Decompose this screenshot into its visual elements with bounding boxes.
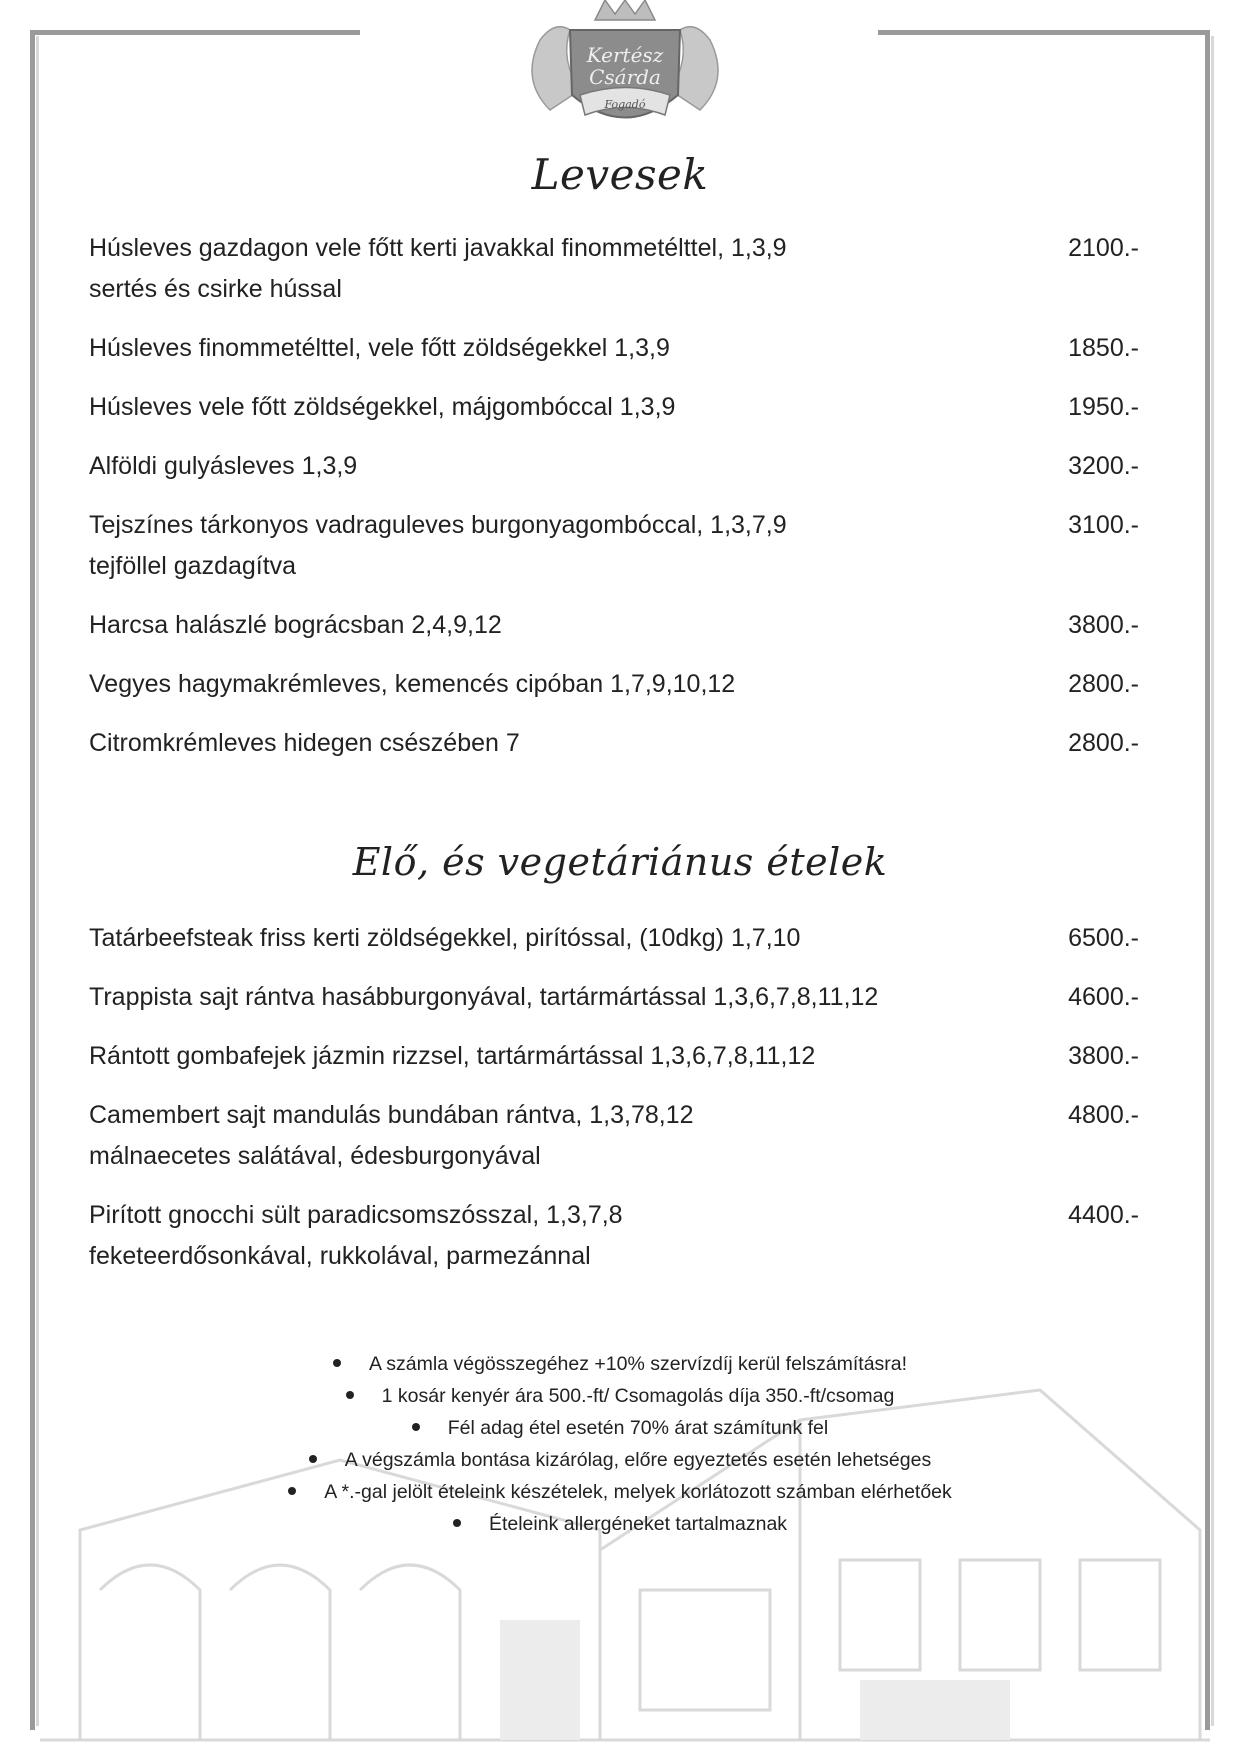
menu-item-price: 3800.- xyxy=(1068,1042,1139,1070)
note-item xyxy=(0,1380,1240,1412)
menu-item xyxy=(89,664,1139,705)
menu-item-name: Camembert sajt mandulás bundában rántva, 1,3,78,12 málnaecetes salátával, édesburgonyával xyxy=(89,1101,694,1170)
kertesz-csarda-logo xyxy=(510,0,740,150)
menu-item-price: 2100.- xyxy=(1068,234,1139,262)
notes-list xyxy=(0,1348,1240,1540)
menu-item xyxy=(89,723,1139,764)
bullet-icon xyxy=(288,1487,296,1495)
menu-item-name: Rántott gombafejek jázmin rizzsel, tartármártással 1,3,6,7,8,11,12 xyxy=(89,1042,816,1070)
note-item xyxy=(0,1444,1240,1476)
soup-menu-list xyxy=(89,228,1139,782)
note-text: A számla végösszegéhez +10% szervízdíj kerül felszámításra! xyxy=(368,1353,908,1375)
section-title-soups: Levesek xyxy=(531,150,709,199)
note-text: Fél adag étel esetén 70% árat számítunk fel xyxy=(447,1417,829,1439)
menu-item xyxy=(89,1095,1139,1177)
note-text: A végszámla bontása kizárólag, előre egyeztetés esetén lehetséges xyxy=(344,1449,932,1471)
menu-item-name: Vegyes hagymakrémleves, kemencés cipóban 1,7,9,10,12 xyxy=(89,670,736,698)
bullet-icon xyxy=(346,1391,354,1399)
section-title-starters-vegetarian: Elő, és vegetáriánus ételek xyxy=(352,840,888,884)
bullet-icon xyxy=(412,1423,420,1431)
menu-item-price: 6500.- xyxy=(1068,924,1139,952)
menu-item xyxy=(89,918,1139,959)
menu-item xyxy=(89,228,1139,310)
menu-item xyxy=(89,1195,1139,1277)
svg-text:Csárda: Csárda xyxy=(589,65,661,89)
svg-text:Kertész: Kertész xyxy=(586,43,664,67)
menu-item-name: Trappista sajt rántva hasábburgonyával, tartármártással 1,3,6,7,8,11,12 xyxy=(89,983,879,1011)
note-item xyxy=(0,1476,1240,1508)
menu-item-price: 3100.- xyxy=(1068,511,1139,539)
menu-item-price: 1850.- xyxy=(1068,334,1139,362)
menu-item-price: 1950.- xyxy=(1068,393,1139,421)
menu-item-price: 2800.- xyxy=(1068,729,1139,757)
svg-text:Fogadó: Fogadó xyxy=(604,98,646,111)
menu-item-price: 3800.- xyxy=(1068,611,1139,639)
note-item xyxy=(0,1412,1240,1444)
menu-item-price: 4400.- xyxy=(1068,1201,1139,1229)
bullet-icon xyxy=(309,1455,317,1463)
frame-top-right xyxy=(878,30,1210,35)
menu-item-name: Alföldi gulyásleves 1,3,9 xyxy=(89,452,358,480)
menu-item xyxy=(89,977,1139,1018)
menu-item-name: Harcsa halászlé bográcsban 2,4,9,12 xyxy=(89,611,502,639)
menu-item-price: 4600.- xyxy=(1068,983,1139,1011)
bullet-icon xyxy=(333,1359,341,1367)
note-item xyxy=(0,1348,1240,1380)
menu-item xyxy=(89,1036,1139,1077)
menu-item xyxy=(89,387,1139,428)
menu-item-name: Húsleves finommetélttel, vele főtt zöldségekkel 1,3,9 xyxy=(89,334,670,362)
menu-item xyxy=(89,505,1139,587)
menu-item-name: Húsleves vele főtt zöldségekkel, májgombóccal 1,3,9 xyxy=(89,393,676,421)
bullet-icon xyxy=(453,1519,461,1527)
menu-item-name: Tatárbeefsteak friss kerti zöldségekkel, pirítóssal, (10dkg) 1,7,10 xyxy=(89,924,801,952)
note-item xyxy=(0,1508,1240,1540)
menu-item xyxy=(89,446,1139,487)
menu-item xyxy=(89,605,1139,646)
vegetarian-menu-list xyxy=(89,918,1139,1295)
note-text: 1 kosár kenyér ára 500.-ft/ Csomagolás díja 350.-ft/csomag xyxy=(381,1385,895,1407)
menu-item xyxy=(89,328,1139,369)
note-text: A *.-gal jelölt ételeink készételek, melyek korlátozott számban elérhetőek xyxy=(324,1481,952,1503)
frame-top-left xyxy=(30,30,360,35)
note-text: Ételeink allergéneket tartalmaznak xyxy=(488,1513,788,1535)
menu-item-name: Húsleves gazdagon vele főtt kerti javakkal finommetélttel, 1,3,9 sertés és csirke hússal xyxy=(89,234,787,303)
menu-item-name: Tejszínes tárkonyos vadraguleves burgonyagombóccal, 1,3,7,9 tejföllel gazdagítva xyxy=(89,511,787,580)
menu-item-price: 2800.- xyxy=(1068,670,1139,698)
menu-item-price: 3200.- xyxy=(1068,452,1139,480)
menu-item-price: 4800.- xyxy=(1068,1101,1139,1129)
menu-item-name: Citromkrémleves hidegen csészében 7 xyxy=(89,729,520,757)
menu-item-name: Pirított gnocchi sült paradicsomszósszal, 1,3,7,8 feketeerdősonkával, rukkolával, parmezánnal xyxy=(89,1201,623,1270)
